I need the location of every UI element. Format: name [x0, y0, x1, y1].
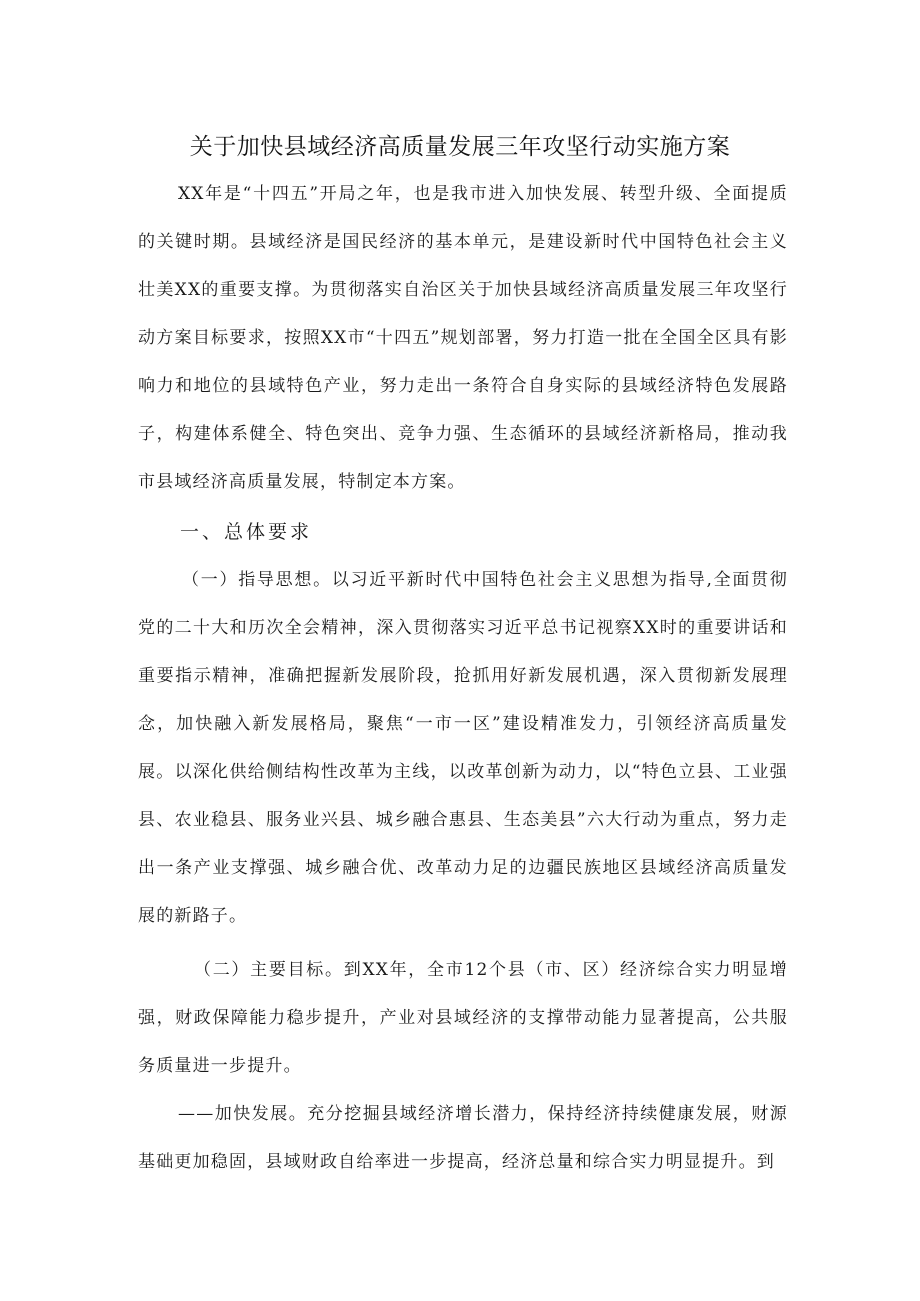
document-title: 关于加快县域经济高质量发展三年攻坚行动实施方案: [189, 134, 731, 160]
accelerate-development-paragraph: ——加快发展。充分挖掘县域经济增长潜力，保持经济持续健康发展，财源基础更加稳固，县域财政自给率进一步提高，经济总量和综合实力明显提升。到: [138, 1104, 788, 1172]
guiding-ideology-paragraph: （一）指导思想。以习近平新时代中国特色社会主义思想为指导,全面贯彻党的二十大和历次全会精神，深入贯彻落实习近平总书记视察XX时的重要讲话和重要指示精神，准确把握新发展阶段，抢抓用好新发展机遇，深入贯彻新发展理念，加快融入新发展格局，聚焦“一市一区”建设精准发力，引领经济高质量发展。以深化供给侧结构性改革为主线，以改革创新为动力，以“特色立县、工业强县、农业稳县、服务业兴县、城乡融合惠县、生态美县”六大行动为重点，努力走出一条产业支撑强、城乡融合优、改革动力足的边疆民族地区县域经济高质量发展的新路子。: [138, 570, 788, 926]
main-goals-paragraph: （二）主要目标。到XX年，全市12个县（市、区）经济综合实力明显增强，财政保障能力稳步提升，产业对县域经济的支撑带动能力显著提高，公共服务质量进一步提升。: [138, 960, 788, 1076]
section-heading-general-requirements: 一、总体要求: [180, 521, 313, 543]
intro-paragraph: XX年是“十四五”开局之年，也是我市进入加快发展、转型升级、全面提质的关键时期。县域经济是国民经济的基本单元，是建设新时代中国特色社会主义壮美XX的重要支撑。为贯彻落实自治区关于加快县域经济高质量发展三年攻坚行动方案目标要求，按照XX市“十四五”规划部署，努力打造一批在全国全区具有影响力和地位的县域特色产业，努力走出一条符合自身实际的县域经济特色发展路子，构建体系健全、特色突出、竞争力强、生态循环的县域经济新格局，推动我市县域经济高质量发展，特制定本方案。: [138, 184, 788, 492]
